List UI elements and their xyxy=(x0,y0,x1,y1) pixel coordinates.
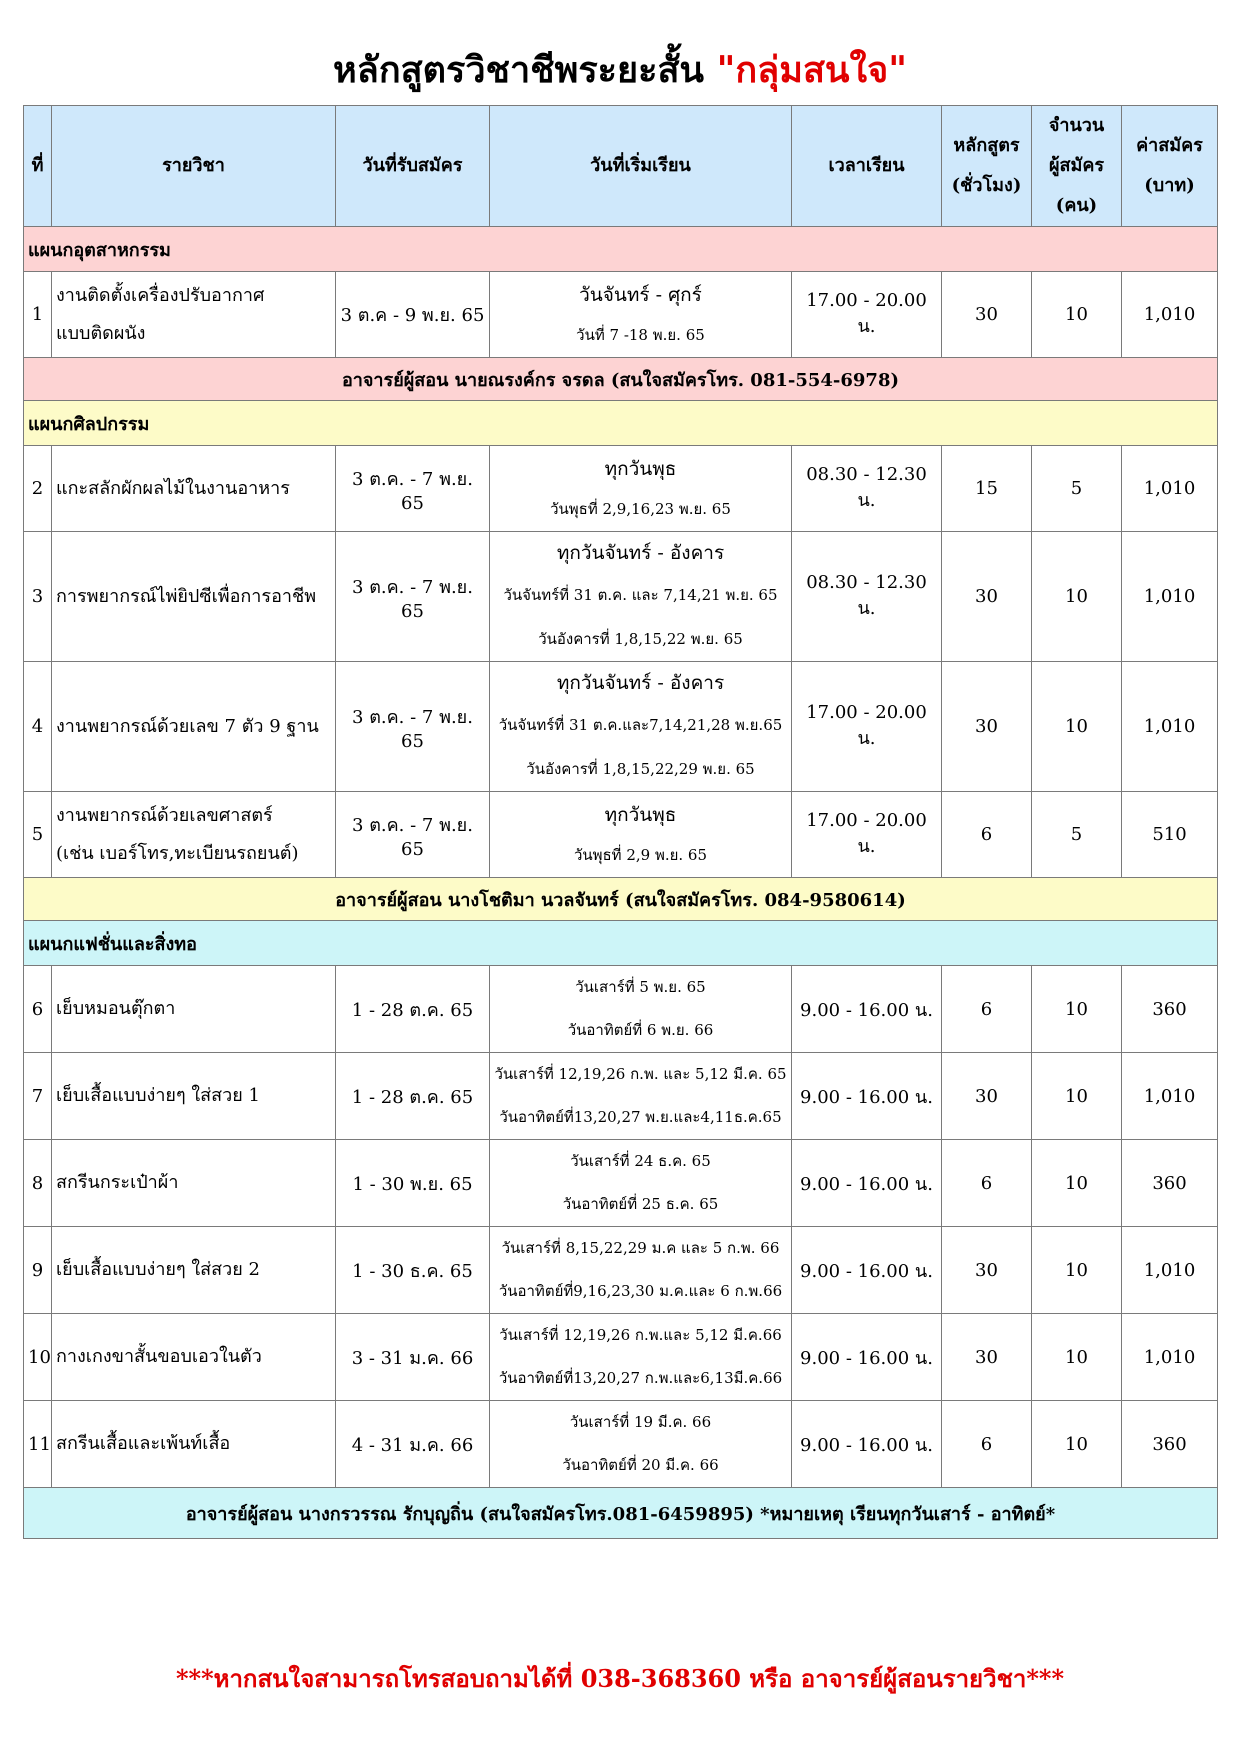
course-seats: 10 xyxy=(1032,532,1122,662)
page-title xyxy=(0,44,1240,96)
course-subject-line: กางเกงขาสั้นขอบเอวในตัว xyxy=(56,1346,262,1367)
course-register-date: 3 ต.ค. - 7 พ.ย. 65 xyxy=(336,532,490,662)
header-no: ที่ xyxy=(24,106,52,227)
course-start-line: วันเสาร์ที่ 5 พ.ย. 65 xyxy=(575,978,706,996)
header-subject: รายวิชา xyxy=(52,106,336,227)
header-fee-line: (บาท) xyxy=(1144,175,1195,196)
course-start-line: วันอาทิตย์ที่9,16,23,30 ม.ค.และ 6 ก.พ.66 xyxy=(498,1282,783,1300)
course-time: 9.00 - 16.00 น. xyxy=(792,1140,942,1227)
course-start-line: ทุกวันพุธ xyxy=(604,457,677,480)
course-hours: 6 xyxy=(942,792,1032,878)
title-highlight: "กลุ่มสนใจ" xyxy=(716,49,907,91)
course-no: 8 xyxy=(24,1140,52,1227)
course-register-date: 3 ต.ค. - 7 พ.ย. 65 xyxy=(336,662,490,792)
course-register-date: 3 ต.ค - 9 พ.ย. 65 xyxy=(336,272,490,358)
course-register-date: 3 - 31 ม.ค. 66 xyxy=(336,1314,490,1401)
course-start-line: วันเสาร์ที่ 8,15,22,29 ม.ค และ 5 ก.พ. 66 xyxy=(501,1239,780,1257)
course-start-date xyxy=(490,272,792,358)
course-no: 11 xyxy=(24,1401,52,1488)
instructor-contact: อาจารย์ผู้สอน นางกรวรรณ รักบุญถิ่น (สนใจสมัครโทร.081-6459895) *หมายเหตุ เรียนทุกวันเสาร์ - อาทิตย์* xyxy=(24,1488,1218,1539)
header-seats xyxy=(1032,106,1122,227)
header-seats-line: (คน) xyxy=(1055,195,1098,216)
course-subject xyxy=(52,1140,336,1227)
course-time: 17.00 - 20.00 น. xyxy=(792,792,942,878)
title-main: หลักสูตรวิชาชีพระยะสั้น xyxy=(333,49,705,91)
header-start: วันที่เริ่มเรียน xyxy=(490,106,792,227)
course-seats: 10 xyxy=(1032,1314,1122,1401)
course-subject xyxy=(52,446,336,532)
course-subject-line: แบบติดผนัง xyxy=(56,322,146,344)
course-start-line: วันอาทิตย์ที่ 20 มี.ค. 66 xyxy=(562,1456,719,1474)
course-register-date: 3 ต.ค. - 7 พ.ย. 65 xyxy=(336,792,490,878)
course-register-date: 1 - 30 ธ.ค. 65 xyxy=(336,1227,490,1314)
header-hours xyxy=(942,106,1032,227)
course-row xyxy=(24,272,1218,358)
course-no: 2 xyxy=(24,446,52,532)
course-fee: 360 xyxy=(1122,1401,1218,1488)
course-no: 5 xyxy=(24,792,52,878)
course-seats: 10 xyxy=(1032,966,1122,1053)
course-subject-line: สกรีนกระเป๋าผ้า xyxy=(56,1172,179,1193)
course-start-date xyxy=(490,966,792,1053)
course-start-line: วันอาทิตย์ที่13,20,27 พ.ย.และ4,11ธ.ค.65 xyxy=(499,1108,782,1126)
course-start-date xyxy=(490,446,792,532)
course-subject xyxy=(52,1314,336,1401)
course-fee: 360 xyxy=(1122,1140,1218,1227)
course-start-line: วันพุธที่ 2,9,16,23 พ.ย. 65 xyxy=(550,499,731,518)
course-start-line: วันพุธที่ 2,9 พ.ย. 65 xyxy=(573,845,708,864)
header-hours-line: หลักสูตร xyxy=(953,135,1020,156)
department-name: แผนกศิลปกรรม xyxy=(24,401,1218,446)
course-register-date: 1 - 28 ต.ค. 65 xyxy=(336,966,490,1053)
department-row xyxy=(24,227,1218,272)
department-row xyxy=(24,401,1218,446)
course-seats: 10 xyxy=(1032,1227,1122,1314)
course-time: 17.00 - 20.00 น. xyxy=(792,662,942,792)
course-table-body xyxy=(24,227,1218,1539)
course-no: 7 xyxy=(24,1053,52,1140)
course-seats: 10 xyxy=(1032,1401,1122,1488)
course-fee: 1,010 xyxy=(1122,662,1218,792)
course-fee: 1,010 xyxy=(1122,1314,1218,1401)
course-register-date: 4 - 31 ม.ค. 66 xyxy=(336,1401,490,1488)
header-seats-line: จำนวน xyxy=(1048,115,1105,136)
course-time: 17.00 - 20.00 น. xyxy=(792,272,942,358)
course-subject-line: เย็บเสื้อแบบง่ายๆ ใส่สวย 1 xyxy=(56,1085,260,1106)
course-start-line: วันที่ 7 -18 พ.ย. 65 xyxy=(576,325,705,344)
course-subject xyxy=(52,1227,336,1314)
course-no: 10 xyxy=(24,1314,52,1401)
course-start-line: วันอาทิตย์ที่ 25 ธ.ค. 65 xyxy=(562,1195,719,1213)
course-start-date xyxy=(490,1053,792,1140)
course-subject-line: เย็บเสื้อแบบง่ายๆ ใส่สวย 2 xyxy=(56,1259,260,1280)
course-start-date xyxy=(490,1140,792,1227)
instructor-contact: อาจารย์ผู้สอน นายณรงค์กร จรดล (สนใจสมัครโทร. 081-554-6978) xyxy=(24,358,1218,401)
course-row xyxy=(24,1227,1218,1314)
course-seats: 10 xyxy=(1032,1140,1122,1227)
course-hours: 30 xyxy=(942,1314,1032,1401)
course-row xyxy=(24,532,1218,662)
course-start-line: วันจันทร์ที่ 31 ต.ค.และ7,14,21,28 พ.ย.65 xyxy=(498,715,783,734)
department-name: แผนกอุตสาหกรรม xyxy=(24,227,1218,272)
course-seats: 10 xyxy=(1032,272,1122,358)
course-fee: 360 xyxy=(1122,966,1218,1053)
course-time: 9.00 - 16.00 น. xyxy=(792,1053,942,1140)
department-row xyxy=(24,921,1218,966)
course-start-line: วันจันทร์ที่ 31 ต.ค. และ 7,14,21 พ.ย. 65 xyxy=(503,585,778,604)
course-row xyxy=(24,662,1218,792)
course-fee: 1,010 xyxy=(1122,446,1218,532)
course-row xyxy=(24,446,1218,532)
course-hours: 30 xyxy=(942,272,1032,358)
course-fee: 1,010 xyxy=(1122,1053,1218,1140)
department-name: แผนกแฟชั่นและสิ่งทอ xyxy=(24,921,1218,966)
course-hours: 6 xyxy=(942,966,1032,1053)
course-time: 9.00 - 16.00 น. xyxy=(792,1314,942,1401)
course-row xyxy=(24,1140,1218,1227)
course-subject xyxy=(52,1053,336,1140)
course-start-date xyxy=(490,1227,792,1314)
course-start-line: ทุกวันจันทร์ - อังคาร xyxy=(556,671,725,694)
course-start-line: วันเสาร์ที่ 19 มี.ค. 66 xyxy=(569,1413,712,1431)
course-fee: 1,010 xyxy=(1122,1227,1218,1314)
course-time: 9.00 - 16.00 น. xyxy=(792,1401,942,1488)
course-start-date xyxy=(490,1401,792,1488)
course-row xyxy=(24,966,1218,1053)
header-time: เวลาเรียน xyxy=(792,106,942,227)
course-subject-line: งานติดตั้งเครื่องปรับอากาศ xyxy=(56,284,265,306)
course-subject xyxy=(52,662,336,792)
header-row xyxy=(24,106,1218,227)
course-subject xyxy=(52,532,336,662)
course-fee: 1,010 xyxy=(1122,272,1218,358)
course-seats: 5 xyxy=(1032,446,1122,532)
course-row xyxy=(24,1053,1218,1140)
course-start-line: วันอังคารที่ 1,8,15,22,29 พ.ย. 65 xyxy=(526,759,755,778)
course-time: 9.00 - 16.00 น. xyxy=(792,1227,942,1314)
course-no: 9 xyxy=(24,1227,52,1314)
course-subject xyxy=(52,1401,336,1488)
instructor-row xyxy=(24,1488,1218,1539)
course-register-date: 1 - 30 พ.ย. 65 xyxy=(336,1140,490,1227)
course-fee: 1,010 xyxy=(1122,532,1218,662)
course-no: 6 xyxy=(24,966,52,1053)
header-fee-line: ค่าสมัคร xyxy=(1136,135,1203,156)
course-seats: 10 xyxy=(1032,1053,1122,1140)
course-subject xyxy=(52,792,336,878)
course-hours: 6 xyxy=(942,1401,1032,1488)
header-register: วันที่รับสมัคร xyxy=(336,106,490,227)
header-seats-line: ผู้สมัคร xyxy=(1048,155,1105,176)
course-subject-line: สกรีนเสื้อและเพ้นท์เสื้อ xyxy=(56,1433,231,1454)
course-hours: 30 xyxy=(942,662,1032,792)
course-subject-line: (เช่น เบอร์โทร,ทะเบียนรถยนต์) xyxy=(56,842,299,864)
course-seats: 10 xyxy=(1032,662,1122,792)
course-register-date: 3 ต.ค. - 7 พ.ย. 65 xyxy=(336,446,490,532)
course-start-line: วันจันทร์ - ศุกร์ xyxy=(579,283,702,306)
header-hours-line: (ชั่วโมง) xyxy=(951,175,1022,196)
course-no: 4 xyxy=(24,662,52,792)
course-start-line: วันเสาร์ที่ 12,19,26 ก.พ. และ 5,12 มี.ค. 65 xyxy=(494,1065,787,1083)
course-subject xyxy=(52,966,336,1053)
course-start-line: วันเสาร์ที่ 24 ธ.ค. 65 xyxy=(570,1152,711,1170)
course-no: 3 xyxy=(24,532,52,662)
course-table xyxy=(23,105,1218,1539)
course-hours: 30 xyxy=(942,1053,1032,1140)
course-row xyxy=(24,1401,1218,1488)
course-subject xyxy=(52,272,336,358)
course-time: 9.00 - 16.00 น. xyxy=(792,966,942,1053)
course-start-line: วันอังคารที่ 1,8,15,22 พ.ย. 65 xyxy=(538,629,743,648)
course-subject-line: แกะสลักผักผลไม้ในงานอาหาร xyxy=(56,477,290,499)
course-hours: 30 xyxy=(942,532,1032,662)
course-start-date xyxy=(490,1314,792,1401)
instructor-row xyxy=(24,358,1218,401)
course-seats: 5 xyxy=(1032,792,1122,878)
course-hours: 15 xyxy=(942,446,1032,532)
instructor-row xyxy=(24,878,1218,921)
course-subject-line: เย็บหมอนตุ๊กตา xyxy=(56,998,176,1019)
course-subject-line: การพยากรณ์ไพ่ยิปซีเพื่อการอาชีพ xyxy=(56,585,317,607)
course-no: 1 xyxy=(24,272,52,358)
course-start-line: วันอาทิตย์ที่13,20,27 ก.พ.และ6,13มี.ค.66 xyxy=(498,1369,783,1387)
course-start-date xyxy=(490,792,792,878)
course-start-line: วันเสาร์ที่ 12,19,26 ก.พ.และ 5,12 มี.ค.66 xyxy=(499,1326,782,1344)
course-row xyxy=(24,1314,1218,1401)
course-start-date xyxy=(490,662,792,792)
course-time: 08.30 - 12.30 น. xyxy=(792,532,942,662)
footer-note: ***หากสนใจสามารถโทรสอบถามได้ที่ 038-368360 หรือ อาจารย์ผู้สอนรายวิชา*** xyxy=(175,1664,1065,1693)
header-fee xyxy=(1122,106,1218,227)
course-start-line: ทุกวันจันทร์ - อังคาร xyxy=(556,541,725,564)
course-register-date: 1 - 28 ต.ค. 65 xyxy=(336,1053,490,1140)
course-start-line: วันอาทิตย์ที่ 6 พ.ย. 66 xyxy=(567,1021,714,1039)
course-hours: 6 xyxy=(942,1140,1032,1227)
course-hours: 30 xyxy=(942,1227,1032,1314)
course-subject-line: งานพยากรณ์ด้วยเลข 7 ตัว 9 ฐาน xyxy=(56,715,319,737)
course-start-date xyxy=(490,532,792,662)
instructor-contact: อาจารย์ผู้สอน นางโชติมา นวลจันทร์ (สนใจสมัครโทร. 084-9580614) xyxy=(24,878,1218,921)
course-subject-line: งานพยากรณ์ด้วยเลขศาสตร์ xyxy=(56,804,273,826)
course-row xyxy=(24,792,1218,878)
course-time: 08.30 - 12.30 น. xyxy=(792,446,942,532)
course-start-line: ทุกวันพุธ xyxy=(604,803,677,826)
course-fee: 510 xyxy=(1122,792,1218,878)
